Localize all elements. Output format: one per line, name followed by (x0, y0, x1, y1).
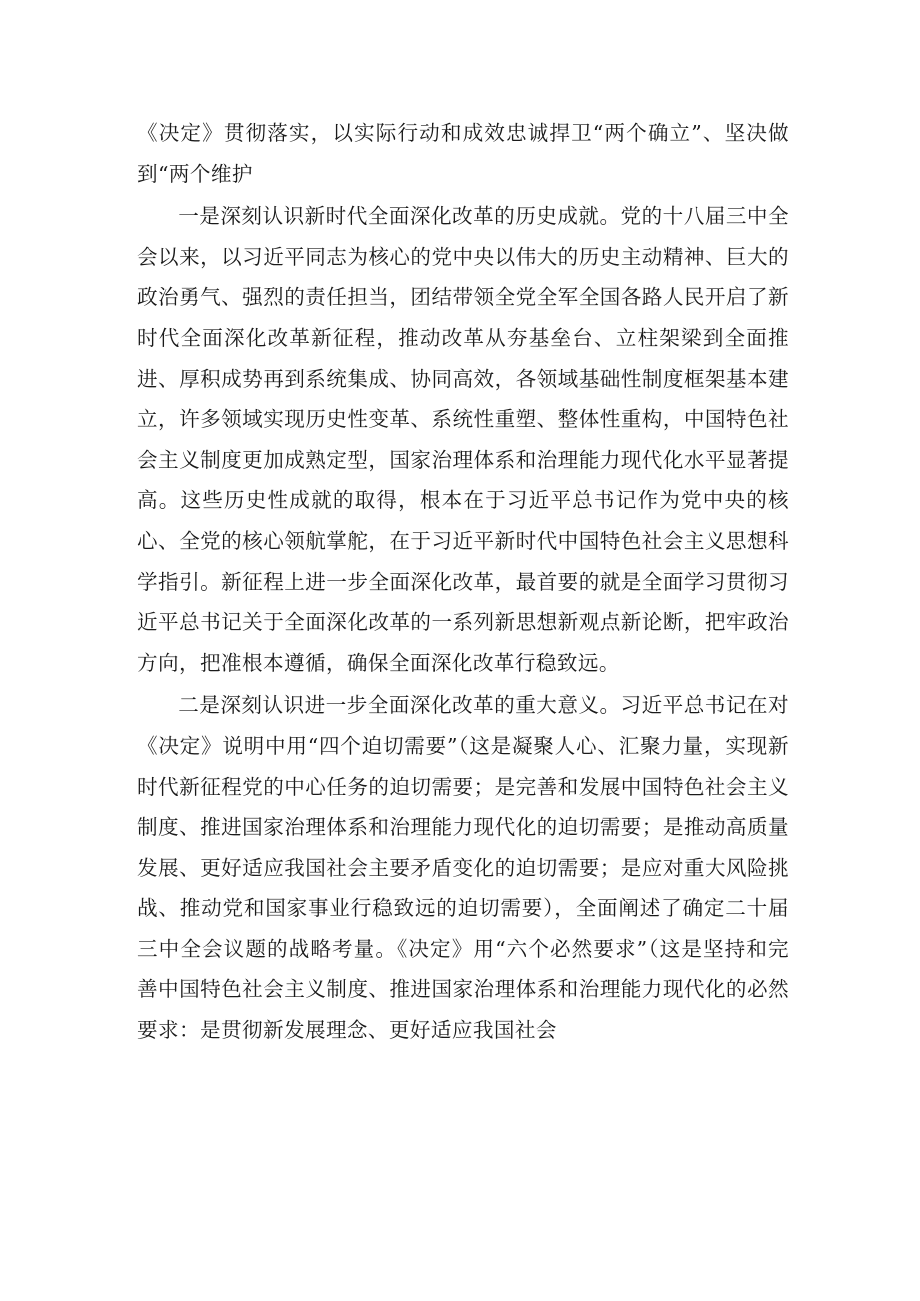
paragraph-intro: 《决定》贯彻落实，以实际行动和成效忠诚捍卫“两个确立”、坚决做到“两个维护 (137, 121, 789, 186)
paragraph-point-one: 一是深刻认识新时代全面深化改革的历史成就。党的十八届三中全会以来，以习近平同志为核心的党中央以伟大的历史主动精神、巨大的政治勇气、强烈的责任担当，团结带领全党全军全国各路人民开启了新时代全面深化改革新征程，推动改革从夯基垒台、立柱架梁到全面推进、厚积成势再到系统集成、协同高效，各领域基础性制度框架基本建立，许多领域实现历史性变革、系统性重塑、整体性重构，中国特色社会主义制度更加成熟定型，国家治理体系和治理能力现代化水平显著提高。这些历史性成就的取得，根本在于习近平总书记作为党中央的核心、全党的核心领航掌舵，在于习近平新时代中国特色社会主义思想科学指引。新征程上进一步全面深化改革，最首要的就是全面学习贯彻习近平总书记关于全面深化改革的一系列新思想新观点新论断，把牢政治方向，把准根本遵循，确保全面深化改革行稳致远。 (137, 204, 789, 675)
paragraph-point-two: 二是深刻认识进一步全面深化改革的重大意义。习近平总书记在对《决定》说明中用“四个迫切需要”（这是凝聚人心、汇聚力量，实现新时代新征程党的中心任务的迫切需要；是完善和发展中国特色社会主义制度、推进国家治理体系和治理能力现代化的迫切需要；是推动高质量发展、更好适应我国社会主要矛盾变化的迫切需要；是应对重大风险挑战、推动党和国家事业行稳致远的迫切需要），全面阐述了确定二十届三中全会议题的战略考量。《决定》用“六个必然要求”（这是坚持和完善中国特色社会主义制度、推进国家治理体系和治理能力现代化的必然要求：是贯彻新发展理念、更好适应我国社会 (137, 693, 789, 1043)
